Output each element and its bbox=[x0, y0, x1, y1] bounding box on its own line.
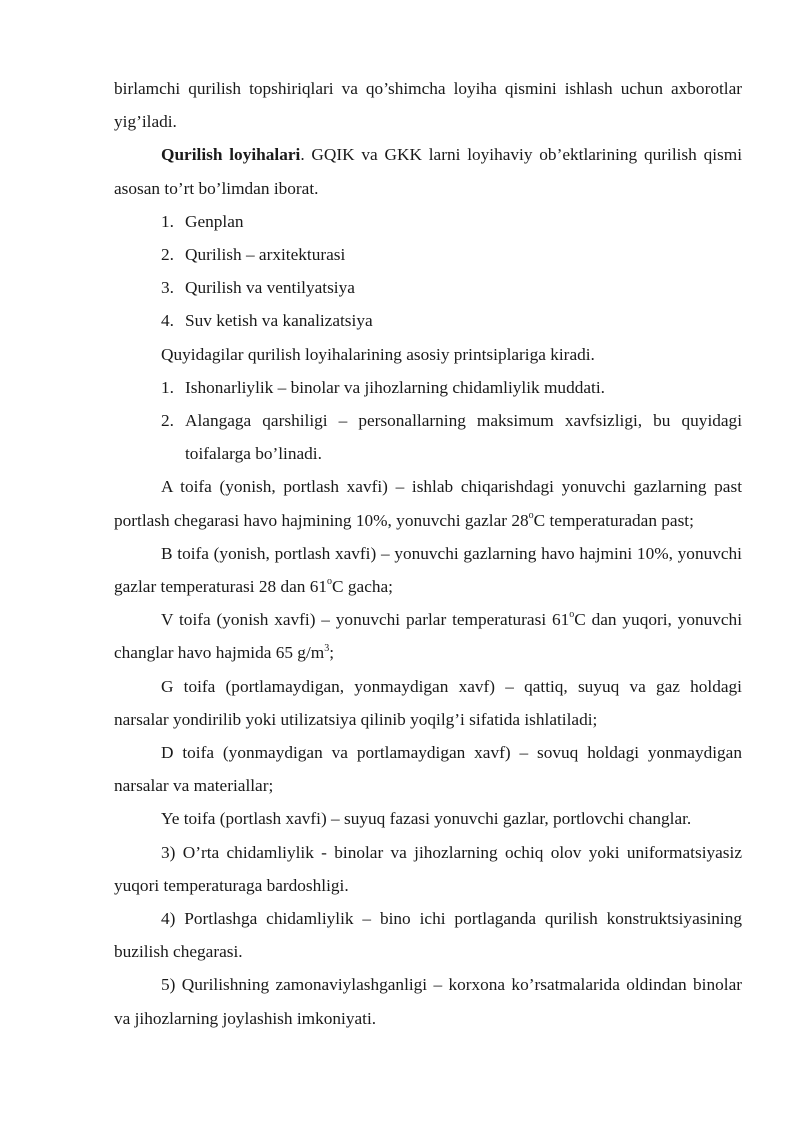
list-item bbox=[114, 271, 742, 304]
text-run: B toifa (yonish, portlash xavfi) – yonuvchi gazlarning havo hajmini 10%, yonuvchi gazlar temperaturasi 28 dan 61 bbox=[114, 543, 742, 597]
bold-heading-qurilish-loyihalari: Qurilish loyihalari bbox=[161, 145, 301, 165]
paragraph-qurilish-loyihalari bbox=[114, 138, 742, 204]
list-text: Qurilish – arxitekturasi bbox=[185, 245, 346, 265]
degree-superscript: o bbox=[569, 609, 575, 621]
degree-superscript: o bbox=[327, 576, 333, 588]
paragraph-point-5: 5) Qurilishning zamonaviylashganligi – korxona ko’rsatmalarida oldindan binolar va jihozlarning joylashish imkoniyati. bbox=[114, 975, 742, 1028]
list-text: Ishonarliylik – binolar va jihozlarning chidamliylik muddati. bbox=[185, 377, 605, 397]
list-text: Genplan bbox=[185, 211, 244, 231]
text-run: C gacha; bbox=[332, 577, 393, 597]
principles-list bbox=[114, 371, 742, 471]
list-item bbox=[114, 304, 742, 337]
paragraph-category-b bbox=[114, 537, 742, 603]
paragraph-category-g: G toifa (portlamaydigan, yonmaydigan xavf) – qattiq, suyuq va gaz holdagi narsalar yondirilib yoki utilizatsiya qilinib yoqilg’i sifatida ishlatiladi; bbox=[114, 676, 742, 729]
list-text: Alangaga qarshiligi – personallarning maksimum xavfsizligi, bu quyidagi toifalarga bo’linadi. bbox=[185, 411, 742, 464]
list-text: Qurilish va ventilyatsiya bbox=[185, 278, 355, 298]
text-run: A toifa (yonish, portlash xavfi) – ishlab chiqarishdagi yonuvchi gazlarning past portlash chegarasi havo hajmining 10%, yonuvchi gazlar 28 bbox=[114, 477, 742, 530]
list-item bbox=[114, 238, 742, 271]
paragraph-category-d: D toifa (yonmaydigan va portlamaydigan xavf) – sovuq holdagi yonmaydigan narsalar va materiallar; bbox=[114, 743, 742, 796]
paragraph-category-a bbox=[114, 470, 742, 536]
list-number: 1. bbox=[161, 211, 174, 231]
paragraph-category-v bbox=[114, 603, 742, 669]
paragraph-point-4: 4) Portlashga chidamliylik – bino ichi portlaganda qurilish konstruktsiyasining buzilish chegarasi. bbox=[114, 909, 742, 962]
text-run: ; bbox=[329, 643, 335, 663]
paragraph-principles-intro: Quyidagilar qurilish loyihalarining asosiy printsiplariga kiradi. bbox=[161, 344, 595, 364]
paragraph-category-ye: Ye toifa (portlash xavfi) – suyuq fazasi yonuvchi gazlar, portlovchi changlar. bbox=[161, 809, 692, 829]
list-number: 1. bbox=[161, 377, 174, 397]
paragraph-intro: birlamchi qurilish topshiriqlari va qo’shimcha loyiha qismini ishlash uchun axborotlar yig’iladi. bbox=[114, 79, 742, 132]
list-number: 3. bbox=[161, 278, 174, 298]
text-run: C dan yuqori, yonuvchi changlar havo hajmida 65 g/m bbox=[114, 610, 743, 663]
degree-superscript: o bbox=[528, 509, 534, 521]
list-text: Suv ketish va kanalizatsiya bbox=[185, 311, 373, 331]
list-item bbox=[114, 371, 742, 404]
paragraph-point-3: 3) O’rta chidamliylik - binolar va jihozlarning ochiq olov yoki uniformatsiyasiz yuqori temperaturaga bardoshligi. bbox=[114, 842, 742, 895]
paragraph-text: . GQIK va GKK larni loyihaviy ob’ektlarining qurilish qismi asosan to’rt bo’limdan iborat. bbox=[114, 145, 742, 198]
list-item bbox=[114, 205, 742, 238]
text-run: V toifa (yonish xavfi) – yonuvchi parlar temperaturasi 61 bbox=[161, 610, 570, 630]
list-number: 4. bbox=[161, 311, 174, 331]
list-number: 2. bbox=[161, 411, 174, 431]
cubic-superscript: 3 bbox=[324, 642, 330, 654]
text-run: C temperaturadan past; bbox=[533, 510, 694, 530]
section-list bbox=[114, 205, 742, 338]
list-item bbox=[114, 404, 742, 470]
document-page bbox=[114, 72, 742, 1035]
list-number: 2. bbox=[161, 245, 174, 265]
